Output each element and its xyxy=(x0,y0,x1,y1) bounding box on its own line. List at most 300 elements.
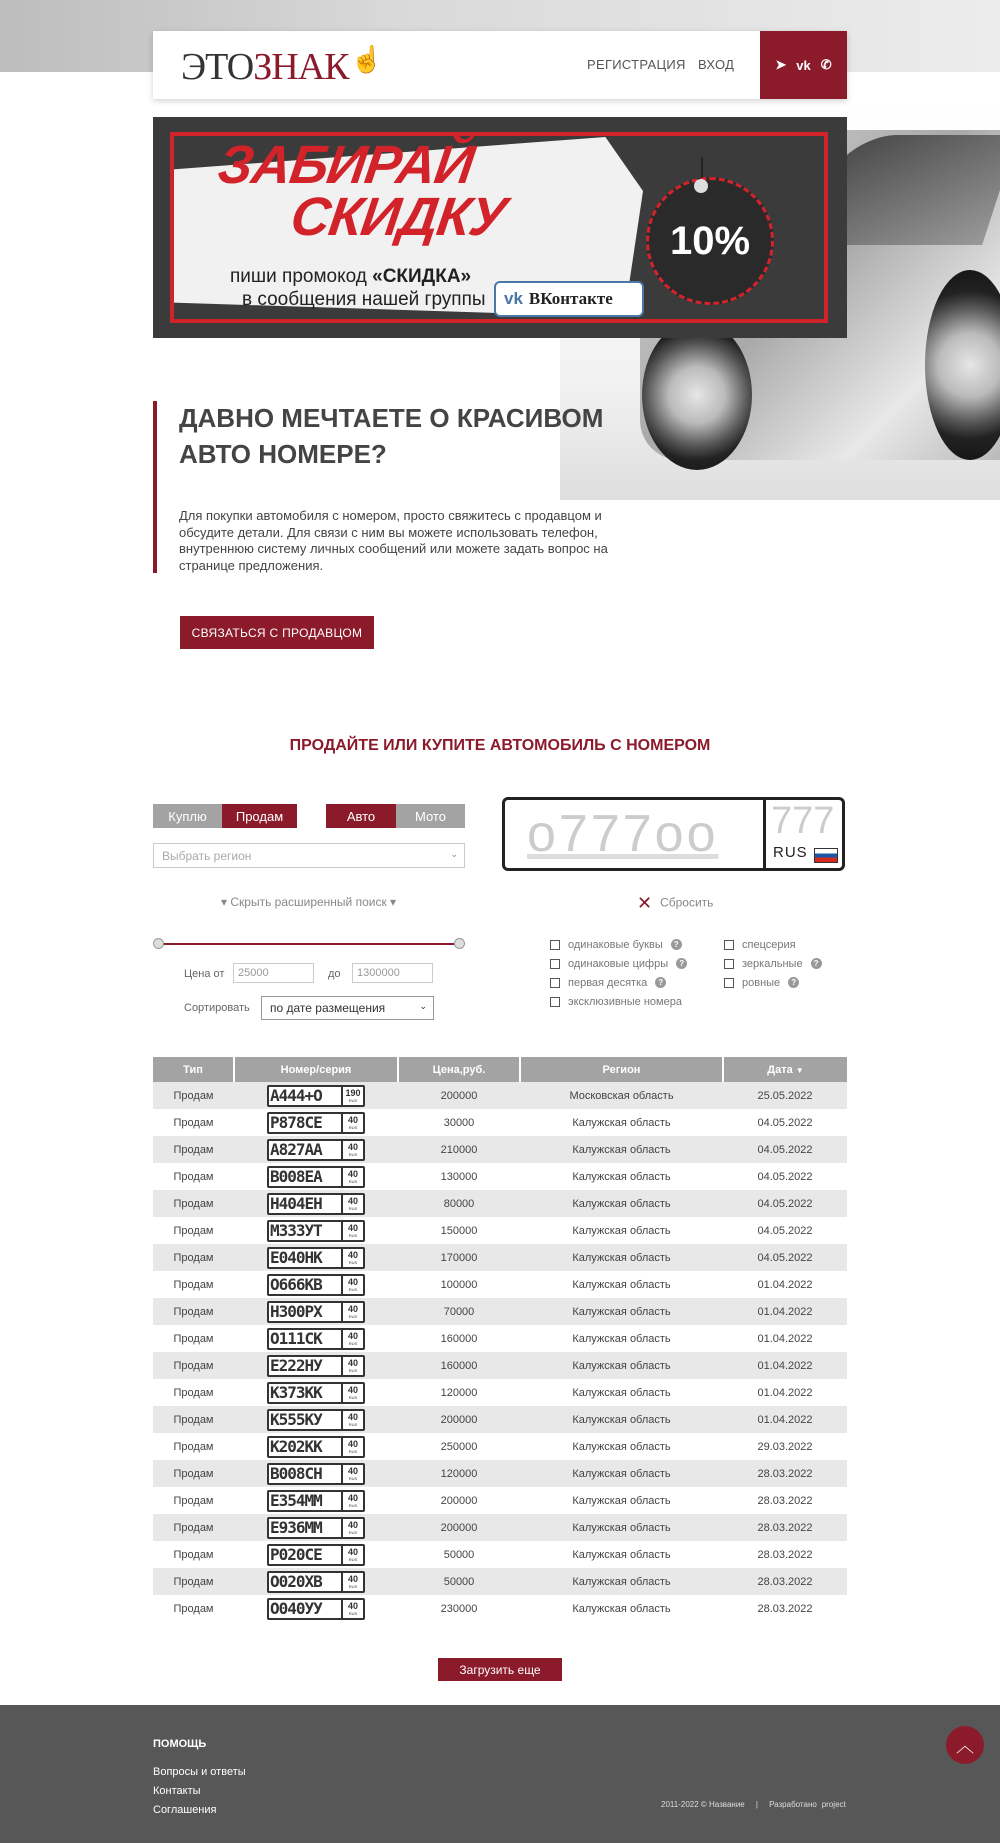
row-price: 120000 xyxy=(398,1460,520,1487)
discount-tag: 10% xyxy=(646,177,774,305)
checkbox-box xyxy=(550,940,560,950)
toggle-sell[interactable]: Продам xyxy=(222,804,297,828)
table-row[interactable] xyxy=(153,1568,847,1595)
site-header xyxy=(153,31,847,99)
sort-label: Сортировать xyxy=(184,1002,250,1014)
row-plate xyxy=(234,1379,398,1406)
row-region: Калужская область xyxy=(520,1514,723,1541)
mini-plate-region-code: 40 xyxy=(347,1411,358,1422)
row-region: Калужская область xyxy=(520,1298,723,1325)
help-icon[interactable]: ? xyxy=(788,977,799,988)
contact-seller-button[interactable]: СВЯЗАТЬСЯ С ПРОДАВЦОМ xyxy=(180,616,374,649)
mini-plate-region xyxy=(341,1303,363,1321)
toggle-buy[interactable]: Куплю xyxy=(153,804,222,828)
mini-plate-region xyxy=(341,1114,363,1132)
row-price: 200000 xyxy=(398,1082,520,1109)
mini-plate-country: RUS xyxy=(348,1259,358,1265)
row-price: 250000 xyxy=(440,1440,478,1453)
banner-title-line2: СКИДКУ xyxy=(287,187,510,247)
checkbox-box xyxy=(724,978,734,988)
hero-description: Для покупки автомобиля с номером, просто свяжитесь с продавцом и обсудите детали. Для связи с ним вы можете использовать телефон, внутреннюю систему личных сообщений или можете задать вопрос на странице предложения. xyxy=(179,508,608,573)
row-type: Продам xyxy=(173,1440,214,1453)
row-region: Калужская область xyxy=(572,1116,671,1129)
row-date: 25.05.2022 xyxy=(723,1082,847,1109)
row-price: 200000 xyxy=(398,1514,520,1541)
plate-number[interactable]: о777оо xyxy=(527,805,719,863)
chevron-up-icon: ︿ xyxy=(956,1736,974,1756)
row-type: Продам xyxy=(173,1116,214,1129)
mini-plate-region xyxy=(341,1087,363,1105)
row-region: Калужская область xyxy=(572,1602,671,1615)
row-plate xyxy=(234,1460,398,1487)
row-date: 04.05.2022 xyxy=(757,1170,813,1183)
row-plate xyxy=(234,1190,398,1217)
row-region: Московская область xyxy=(520,1082,723,1109)
mini-plate-country: RUS xyxy=(348,1502,358,1508)
mini-plate-number: Р020СЕ xyxy=(270,1544,322,1564)
mini-plate-country: RUS xyxy=(348,1178,358,1184)
row-region: Калужская область xyxy=(572,1224,671,1237)
mini-plate-country: RUS xyxy=(348,1097,358,1103)
row-plate xyxy=(234,1109,398,1136)
help-icon[interactable]: ? xyxy=(671,939,682,950)
load-more-button[interactable]: Загрузить еще xyxy=(438,1658,562,1681)
table-row[interactable] xyxy=(153,1352,847,1379)
row-type: Продам xyxy=(173,1602,214,1615)
mini-plate-region xyxy=(341,1330,363,1348)
row-plate xyxy=(234,1568,398,1595)
checkbox-even[interactable] xyxy=(724,976,799,989)
table-row[interactable] xyxy=(153,1190,847,1217)
mini-plate[interactable] xyxy=(267,1247,365,1269)
checkbox-special[interactable] xyxy=(724,938,796,951)
mini-plate-country: RUS xyxy=(348,1610,358,1616)
row-date: 04.05.2022 xyxy=(757,1224,813,1237)
mini-plate-country: RUS xyxy=(348,1448,358,1454)
mini-plate[interactable] xyxy=(267,1274,365,1296)
row-region: Калужская область xyxy=(520,1190,723,1217)
price-from-label: Цена от xyxy=(184,968,225,980)
mini-plate-region-code: 40 xyxy=(347,1114,358,1125)
mini-plate[interactable] xyxy=(267,1436,365,1458)
footer-contacts-link[interactable]: Контакты xyxy=(153,1785,201,1797)
row-price: 30000 xyxy=(443,1116,475,1129)
row-type: Продам xyxy=(173,1224,214,1237)
close-icon: ✕ xyxy=(637,893,653,913)
row-type: Продам xyxy=(153,1514,234,1541)
checkbox-label: ровные xyxy=(742,976,781,989)
developer-link[interactable]: project xyxy=(821,1800,846,1809)
hero-title: ДАВНО МЕЧТАЕТЕ О КРАСИВОМ АВТО НОМЕРЕ? xyxy=(179,403,604,469)
row-price: 120000 xyxy=(440,1386,478,1399)
table-row[interactable] xyxy=(153,1271,847,1298)
row-region: Калужская область xyxy=(520,1352,723,1379)
row-date: 01.04.2022 xyxy=(723,1406,847,1433)
mini-plate[interactable] xyxy=(267,1490,365,1512)
checkbox-first-ten[interactable] xyxy=(550,976,666,989)
mini-plate-region-code: 40 xyxy=(347,1600,358,1611)
mini-plate-number: Е222НУ xyxy=(270,1355,322,1375)
table-row[interactable] xyxy=(153,1595,847,1622)
mini-plate-region xyxy=(341,1546,363,1564)
mini-plate-region-code: 40 xyxy=(347,1249,358,1260)
mini-plate-region-code: 40 xyxy=(347,1330,358,1341)
mini-plate-region xyxy=(341,1600,363,1618)
mini-plate-country: RUS xyxy=(348,1394,358,1400)
row-plate xyxy=(234,1163,398,1190)
mini-plate[interactable] xyxy=(267,1544,365,1566)
table-row[interactable] xyxy=(153,1298,847,1325)
row-date: 04.05.2022 xyxy=(723,1244,847,1271)
price-range-track[interactable] xyxy=(159,943,459,945)
mini-plate-region-code: 40 xyxy=(347,1492,358,1503)
price-from-input[interactable]: 25000 xyxy=(233,963,314,983)
help-icon[interactable]: ? xyxy=(676,958,687,969)
row-plate xyxy=(234,1541,398,1568)
listings-table xyxy=(153,1057,847,1622)
mini-plate-region-code: 40 xyxy=(347,1465,358,1476)
table-row[interactable] xyxy=(153,1244,847,1271)
table-row[interactable] xyxy=(153,1136,847,1163)
row-type: Продам xyxy=(153,1406,234,1433)
mini-plate-region-code: 40 xyxy=(347,1141,358,1152)
mini-plate-country: RUS xyxy=(348,1475,358,1481)
price-max-handle[interactable] xyxy=(454,938,465,949)
footer-agreements-link[interactable]: Соглашения xyxy=(153,1804,217,1816)
vk-button-label: ВКонтакте xyxy=(528,289,613,308)
mini-plate-region-code: 40 xyxy=(347,1438,358,1449)
mini-plate[interactable] xyxy=(267,1463,365,1485)
row-region: Калужская область xyxy=(572,1440,671,1453)
row-date: 28.03.2022 xyxy=(757,1494,813,1507)
plate-country: RUS xyxy=(773,844,808,861)
row-region: Калужская область xyxy=(520,1244,723,1271)
pointer-hand-icon: ☝ xyxy=(350,45,382,74)
price-to-input[interactable]: 1300000 xyxy=(352,963,433,983)
banner-promo-text xyxy=(230,266,471,288)
chevron-down-icon: ⌄ xyxy=(450,849,458,859)
banner-title-line1: ЗАБИРАЙ xyxy=(214,135,478,195)
row-region: Калужская область xyxy=(572,1548,671,1561)
checkbox-mirror[interactable] xyxy=(724,957,822,970)
mini-plate-number: О666КВ xyxy=(270,1274,322,1294)
checkbox-label: первая десятка xyxy=(568,976,648,989)
developed-by-label: Разработано xyxy=(769,1800,817,1809)
row-price: 50000 xyxy=(398,1568,520,1595)
row-price: 210000 xyxy=(398,1136,520,1163)
table-row[interactable] xyxy=(153,1217,847,1244)
price-to-label: до xyxy=(328,968,341,980)
row-price: 200000 xyxy=(440,1494,478,1507)
row-type: Продам xyxy=(153,1298,234,1325)
help-icon[interactable]: ? xyxy=(811,958,822,969)
col-date[interactable] xyxy=(723,1057,847,1082)
mini-plate-country: RUS xyxy=(348,1151,358,1157)
row-type: Продам xyxy=(173,1548,214,1561)
row-plate xyxy=(234,1325,398,1352)
row-plate xyxy=(234,1595,398,1622)
col-type[interactable]: Тип xyxy=(153,1057,234,1082)
vk-icon: vk xyxy=(504,289,523,308)
col-price[interactable]: Цена,руб. xyxy=(398,1057,520,1082)
promo-prefix: пиши промокод xyxy=(230,266,367,287)
row-type: Продам xyxy=(153,1136,234,1163)
row-type: Продам xyxy=(173,1170,214,1183)
row-date: 04.05.2022 xyxy=(723,1190,847,1217)
mini-plate[interactable] xyxy=(267,1409,365,1431)
row-date: 04.05.2022 xyxy=(757,1116,813,1129)
mini-plate-number: К202КК xyxy=(270,1436,322,1456)
table-row[interactable] xyxy=(153,1460,847,1487)
checkbox-label: спецсерия xyxy=(742,938,796,951)
mini-plate-region xyxy=(341,1411,363,1429)
mini-plate-region xyxy=(341,1492,363,1510)
toggle-advanced-search[interactable]: ▾ Скрыть расширенный поиск ▾ xyxy=(221,895,397,909)
chevron-down-icon: ⌄ xyxy=(419,1001,427,1011)
row-plate xyxy=(234,1352,398,1379)
nav-login-link[interactable]: ВХОД xyxy=(698,57,735,72)
social-links xyxy=(760,31,847,99)
mini-plate-region-code: 190 xyxy=(345,1087,361,1098)
row-type: Продам xyxy=(173,1386,214,1399)
mini-plate[interactable] xyxy=(267,1382,365,1404)
col-date-label: Дата xyxy=(767,1063,793,1076)
checkbox-label: одинаковые цифры xyxy=(568,957,669,970)
mini-plate-region xyxy=(341,1438,363,1456)
sort-select[interactable] xyxy=(261,996,434,1020)
mini-plate-region-code: 40 xyxy=(347,1384,358,1395)
row-price: 160000 xyxy=(398,1352,520,1379)
nav-register-link[interactable]: РЕГИСТРАЦИЯ xyxy=(587,57,686,72)
table-row[interactable] xyxy=(153,1433,847,1460)
logo[interactable] xyxy=(181,45,382,89)
footer-faq-link[interactable]: Вопросы и ответы xyxy=(153,1766,246,1778)
mini-plate-number: Е936ММ xyxy=(270,1517,322,1537)
mini-plate[interactable] xyxy=(267,1193,365,1215)
car-wheel xyxy=(642,320,752,470)
row-type: Продам xyxy=(153,1460,234,1487)
row-date: 01.04.2022 xyxy=(757,1386,813,1399)
mini-plate[interactable] xyxy=(267,1598,365,1620)
plate-region[interactable]: 777 xyxy=(771,800,835,842)
mini-plate-region xyxy=(341,1276,363,1294)
table-row[interactable] xyxy=(153,1325,847,1352)
site-footer xyxy=(0,1705,1000,1843)
row-plate xyxy=(234,1406,398,1433)
toggle-moto[interactable]: Мото xyxy=(396,804,465,828)
row-type: Продам xyxy=(173,1494,214,1507)
mini-plate-region xyxy=(341,1249,363,1267)
toggle-auto[interactable]: Авто xyxy=(326,804,396,828)
row-price: 170000 xyxy=(398,1244,520,1271)
mini-plate[interactable] xyxy=(267,1139,365,1161)
row-plate xyxy=(234,1082,398,1109)
mini-plate-number: А827АА xyxy=(270,1139,322,1159)
mini-plate-region-code: 40 xyxy=(347,1222,358,1233)
mini-plate-country: RUS xyxy=(348,1124,358,1130)
mini-plate-number: Е040НК xyxy=(270,1247,322,1267)
mini-plate-number: В008ЕА xyxy=(270,1166,322,1186)
row-plate xyxy=(234,1244,398,1271)
mini-plate-region-code: 40 xyxy=(347,1276,358,1287)
mini-plate-number: В008СН xyxy=(270,1463,322,1483)
mini-plate[interactable] xyxy=(267,1517,365,1539)
hero-accent-bar xyxy=(153,401,157,573)
mini-plate-region xyxy=(341,1384,363,1402)
row-region: Калужская область xyxy=(572,1332,671,1345)
row-type: Продам xyxy=(153,1352,234,1379)
help-icon[interactable]: ? xyxy=(655,977,666,988)
logo-text: ЭТО xyxy=(181,46,254,88)
mini-plate-region xyxy=(341,1168,363,1186)
checkbox-same-digits[interactable] xyxy=(550,957,687,970)
mini-plate-country: RUS xyxy=(348,1205,358,1211)
mini-plate-country: RUS xyxy=(348,1340,358,1346)
mini-plate-number: О111СК xyxy=(270,1328,322,1348)
plate-preview xyxy=(502,797,845,871)
row-date: 01.04.2022 xyxy=(723,1352,847,1379)
mini-plate-region-code: 40 xyxy=(347,1546,358,1557)
mini-plate[interactable] xyxy=(267,1301,365,1323)
table-row[interactable] xyxy=(153,1082,847,1109)
whatsapp-icon[interactable]: ✆ xyxy=(820,57,832,72)
row-date: 01.04.2022 xyxy=(723,1298,847,1325)
row-plate xyxy=(234,1487,398,1514)
checkbox-label: эксклюзивные номера xyxy=(568,995,682,1008)
row-price: 230000 xyxy=(440,1602,478,1615)
row-plate xyxy=(234,1136,398,1163)
row-region: Калужская область xyxy=(520,1406,723,1433)
telegram-icon[interactable]: ➤ xyxy=(775,57,787,72)
sort-desc-icon: ▼ xyxy=(795,1065,804,1075)
promo-banner[interactable] xyxy=(153,117,847,338)
reset-button[interactable] xyxy=(637,893,713,914)
mini-plate-number: О040УУ xyxy=(270,1598,322,1618)
mini-plate[interactable] xyxy=(267,1571,365,1593)
mini-plate[interactable] xyxy=(267,1355,365,1377)
mini-plate[interactable] xyxy=(267,1328,365,1350)
table-row[interactable] xyxy=(153,1163,847,1190)
checkbox-box xyxy=(550,959,560,969)
mini-plate-region-code: 40 xyxy=(347,1303,358,1314)
mini-plate-region xyxy=(341,1141,363,1159)
mini-plate-region-code: 40 xyxy=(347,1195,358,1206)
mini-plate-region xyxy=(341,1357,363,1375)
mini-plate-country: RUS xyxy=(348,1583,358,1589)
logo-text-accent: ЗНАК xyxy=(253,46,349,88)
mini-plate-region-code: 40 xyxy=(347,1573,358,1584)
row-type: Продам xyxy=(153,1082,234,1109)
vk-icon[interactable]: vk xyxy=(796,57,811,73)
checkbox-label: одинаковые буквы xyxy=(568,938,663,951)
row-price: 200000 xyxy=(398,1406,520,1433)
table-row[interactable] xyxy=(153,1541,847,1568)
row-price: 100000 xyxy=(440,1278,478,1291)
row-date: 04.05.2022 xyxy=(723,1136,847,1163)
row-price: 80000 xyxy=(398,1190,520,1217)
table-row[interactable] xyxy=(153,1109,847,1136)
table-row[interactable] xyxy=(153,1487,847,1514)
row-type: Продам xyxy=(153,1568,234,1595)
row-region: Калужская область xyxy=(572,1170,671,1183)
mini-plate-number: К373КК xyxy=(270,1382,322,1402)
row-plate xyxy=(234,1433,398,1460)
mini-plate-country: RUS xyxy=(348,1556,358,1562)
row-region: Калужская область xyxy=(520,1568,723,1595)
row-date: 28.03.2022 xyxy=(723,1460,847,1487)
mini-plate-number: О020ХВ xyxy=(270,1571,322,1591)
mini-plate[interactable] xyxy=(267,1112,365,1134)
price-min-handle[interactable] xyxy=(153,938,164,949)
row-type: Продам xyxy=(153,1190,234,1217)
row-region: Калужская область xyxy=(520,1460,723,1487)
mini-plate-country: RUS xyxy=(348,1313,358,1319)
mini-plate-region-code: 40 xyxy=(347,1168,358,1179)
copyright-text: 2011-2022 © Название xyxy=(661,1800,745,1809)
mini-plate-number: М333УТ xyxy=(270,1220,322,1240)
mini-plate-region-code: 40 xyxy=(347,1357,358,1368)
mini-plate-number: Н404ЕН xyxy=(270,1193,322,1213)
scroll-to-top-button[interactable] xyxy=(946,1726,984,1764)
mini-plate[interactable] xyxy=(267,1166,365,1188)
checkbox-exclusive[interactable] xyxy=(550,995,682,1008)
row-date: 28.03.2022 xyxy=(757,1548,813,1561)
tag-hole xyxy=(694,179,708,193)
row-price: 130000 xyxy=(440,1170,478,1183)
footer-help-heading: ПОМОЩЬ xyxy=(153,1738,207,1750)
checkbox-same-letters[interactable] xyxy=(550,938,682,951)
footer-copyright: 2011-2022 © Название | Разработано ·project xyxy=(661,1800,846,1809)
mini-plate-region xyxy=(341,1519,363,1537)
row-type: Продам xyxy=(153,1244,234,1271)
col-region[interactable]: Регион xyxy=(520,1057,723,1082)
checkbox-box xyxy=(550,978,560,988)
mini-plate-region xyxy=(341,1573,363,1591)
row-price: 160000 xyxy=(440,1332,478,1345)
row-date: 28.03.2022 xyxy=(723,1514,847,1541)
mini-plate-number: Н300РХ xyxy=(270,1301,322,1321)
row-region: Калужская область xyxy=(572,1386,671,1399)
mini-plate-number: А444+О xyxy=(270,1085,322,1105)
region-select[interactable] xyxy=(153,843,465,868)
checkbox-box xyxy=(724,959,734,969)
row-plate xyxy=(234,1271,398,1298)
mini-plate-country: RUS xyxy=(348,1286,358,1292)
col-number[interactable]: Номер/серия xyxy=(234,1057,398,1082)
row-date: 01.04.2022 xyxy=(757,1278,813,1291)
promo-code: «СКИДКА» xyxy=(372,266,472,287)
plate-divider xyxy=(763,800,766,868)
sort-value: по дате размещения xyxy=(270,1001,386,1015)
row-plate xyxy=(234,1217,398,1244)
mini-plate[interactable] xyxy=(267,1220,365,1242)
row-date: 28.03.2022 xyxy=(723,1568,847,1595)
banner-promo-text-2: в сообщения нашей группы xyxy=(242,289,486,310)
row-type: Продам xyxy=(173,1332,214,1345)
checkbox-box xyxy=(724,940,734,950)
vk-group-button[interactable] xyxy=(494,281,644,317)
table-row[interactable] xyxy=(153,1406,847,1433)
table-row[interactable] xyxy=(153,1514,847,1541)
mini-plate-number: Е354ММ xyxy=(270,1490,322,1510)
row-region: Калужская область xyxy=(520,1136,723,1163)
mini-plate[interactable] xyxy=(267,1085,365,1107)
checkbox-label: зеркальные xyxy=(742,957,803,970)
table-row[interactable] xyxy=(153,1379,847,1406)
mini-plate-number: Р878СЕ xyxy=(270,1112,322,1132)
reset-label: Сбросить xyxy=(660,895,714,910)
row-date: 28.03.2022 xyxy=(757,1602,813,1615)
